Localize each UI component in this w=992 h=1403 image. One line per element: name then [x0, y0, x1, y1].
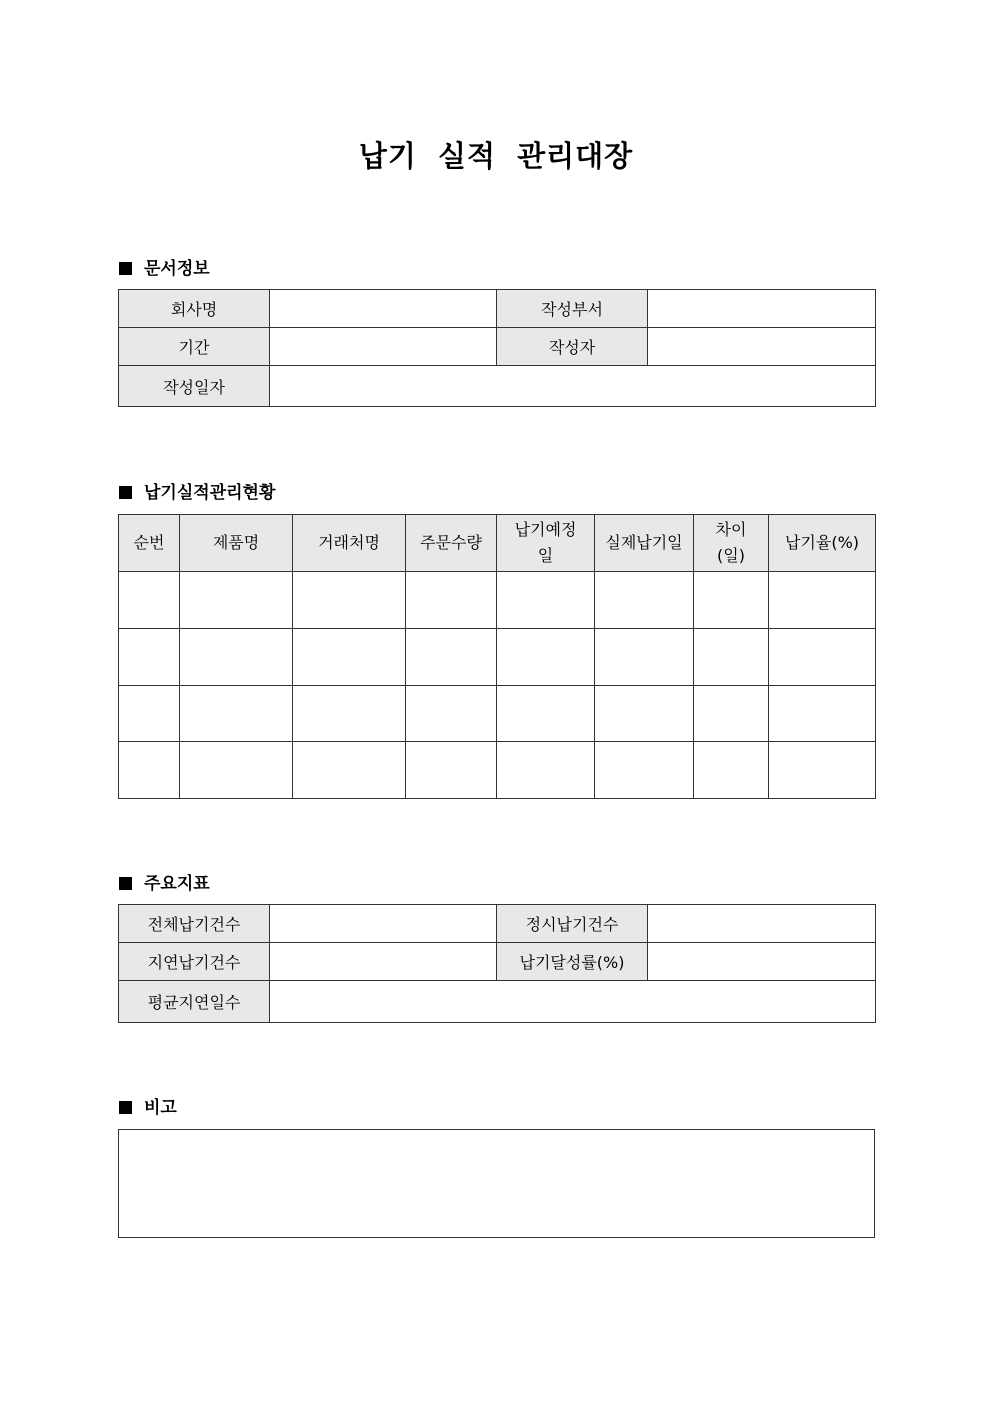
- column-header: 납기예정일: [497, 515, 595, 572]
- avg-delay-field[interactable]: [270, 981, 876, 1023]
- table-cell[interactable]: [406, 686, 497, 742]
- column-header: 거래처명: [293, 515, 406, 572]
- table-cell[interactable]: [694, 629, 769, 686]
- section-title: 주요지표: [144, 874, 210, 894]
- square-bullet-icon: [119, 486, 132, 499]
- table-cell[interactable]: [769, 629, 876, 686]
- table-cell[interactable]: [769, 572, 876, 629]
- table-cell[interactable]: [769, 686, 876, 742]
- total-count-label: 전체납기건수: [119, 905, 270, 943]
- table-cell[interactable]: [293, 742, 406, 799]
- table-cell[interactable]: [293, 629, 406, 686]
- author-field[interactable]: [648, 328, 876, 366]
- achievement-rate-field[interactable]: [648, 943, 876, 981]
- dept-field[interactable]: [648, 290, 876, 328]
- table-cell[interactable]: [119, 686, 180, 742]
- avg-delay-label: 평균지연일수: [119, 981, 270, 1023]
- table-cell[interactable]: [406, 572, 497, 629]
- delay-count-field[interactable]: [270, 943, 497, 981]
- table-cell[interactable]: [497, 686, 595, 742]
- table-cell[interactable]: [694, 572, 769, 629]
- table-cell[interactable]: [694, 686, 769, 742]
- section-heading-kpi: [119, 869, 210, 894]
- column-header: 차이(일): [694, 515, 769, 572]
- table-cell[interactable]: [406, 742, 497, 799]
- ontime-count-label: 정시납기건수: [497, 905, 648, 943]
- section-title: 문서정보: [144, 259, 210, 279]
- table-cell[interactable]: [769, 742, 876, 799]
- total-count-field[interactable]: [270, 905, 497, 943]
- section-heading-doc-info: [119, 254, 210, 279]
- section-title: 납기실적관리현황: [144, 483, 276, 503]
- ontime-count-field[interactable]: [648, 905, 876, 943]
- table-cell[interactable]: [497, 742, 595, 799]
- remarks-box[interactable]: [118, 1129, 875, 1238]
- table-cell[interactable]: [293, 572, 406, 629]
- table-cell[interactable]: [595, 629, 694, 686]
- table-cell[interactable]: [119, 629, 180, 686]
- table-cell[interactable]: [293, 686, 406, 742]
- table-cell[interactable]: [406, 629, 497, 686]
- column-header: 납기율(%): [769, 515, 876, 572]
- table-cell[interactable]: [595, 742, 694, 799]
- square-bullet-icon: [119, 262, 132, 275]
- date-field[interactable]: [270, 366, 876, 407]
- date-label: 작성일자: [119, 366, 270, 407]
- page-title: 납기 실적 관리대장: [358, 139, 634, 173]
- table-row: [119, 629, 876, 686]
- table-cell[interactable]: [497, 572, 595, 629]
- section-title: 비고: [144, 1098, 177, 1118]
- table-cell[interactable]: [180, 629, 293, 686]
- section-heading-status: [119, 478, 275, 503]
- column-header: 실제납기일: [595, 515, 694, 572]
- dept-label: 작성부서: [497, 290, 648, 328]
- table-cell[interactable]: [119, 572, 180, 629]
- kpi-table: [118, 904, 876, 1023]
- table-cell[interactable]: [180, 742, 293, 799]
- square-bullet-icon: [119, 1101, 132, 1114]
- author-label: 작성자: [497, 328, 648, 366]
- period-field[interactable]: [270, 328, 497, 366]
- section-heading-remarks: [119, 1093, 177, 1118]
- table-cell[interactable]: [180, 572, 293, 629]
- table-row: [119, 742, 876, 799]
- column-header: 주문수량: [406, 515, 497, 572]
- doc-info-table: [118, 289, 876, 407]
- column-header: 제품명: [180, 515, 293, 572]
- table-cell[interactable]: [497, 629, 595, 686]
- table-cell[interactable]: [180, 686, 293, 742]
- table-cell[interactable]: [595, 572, 694, 629]
- table-row: [119, 686, 876, 742]
- column-header: 순번: [119, 515, 180, 572]
- delay-count-label: 지연납기건수: [119, 943, 270, 981]
- status-table: [118, 514, 876, 799]
- period-label: 기간: [119, 328, 270, 366]
- table-cell[interactable]: [595, 686, 694, 742]
- company-label: 회사명: [119, 290, 270, 328]
- company-field[interactable]: [270, 290, 497, 328]
- table-row: [119, 572, 876, 629]
- square-bullet-icon: [119, 877, 132, 890]
- table-cell[interactable]: [119, 742, 180, 799]
- achievement-rate-label: 납기달성률(%): [497, 943, 648, 981]
- table-cell[interactable]: [694, 742, 769, 799]
